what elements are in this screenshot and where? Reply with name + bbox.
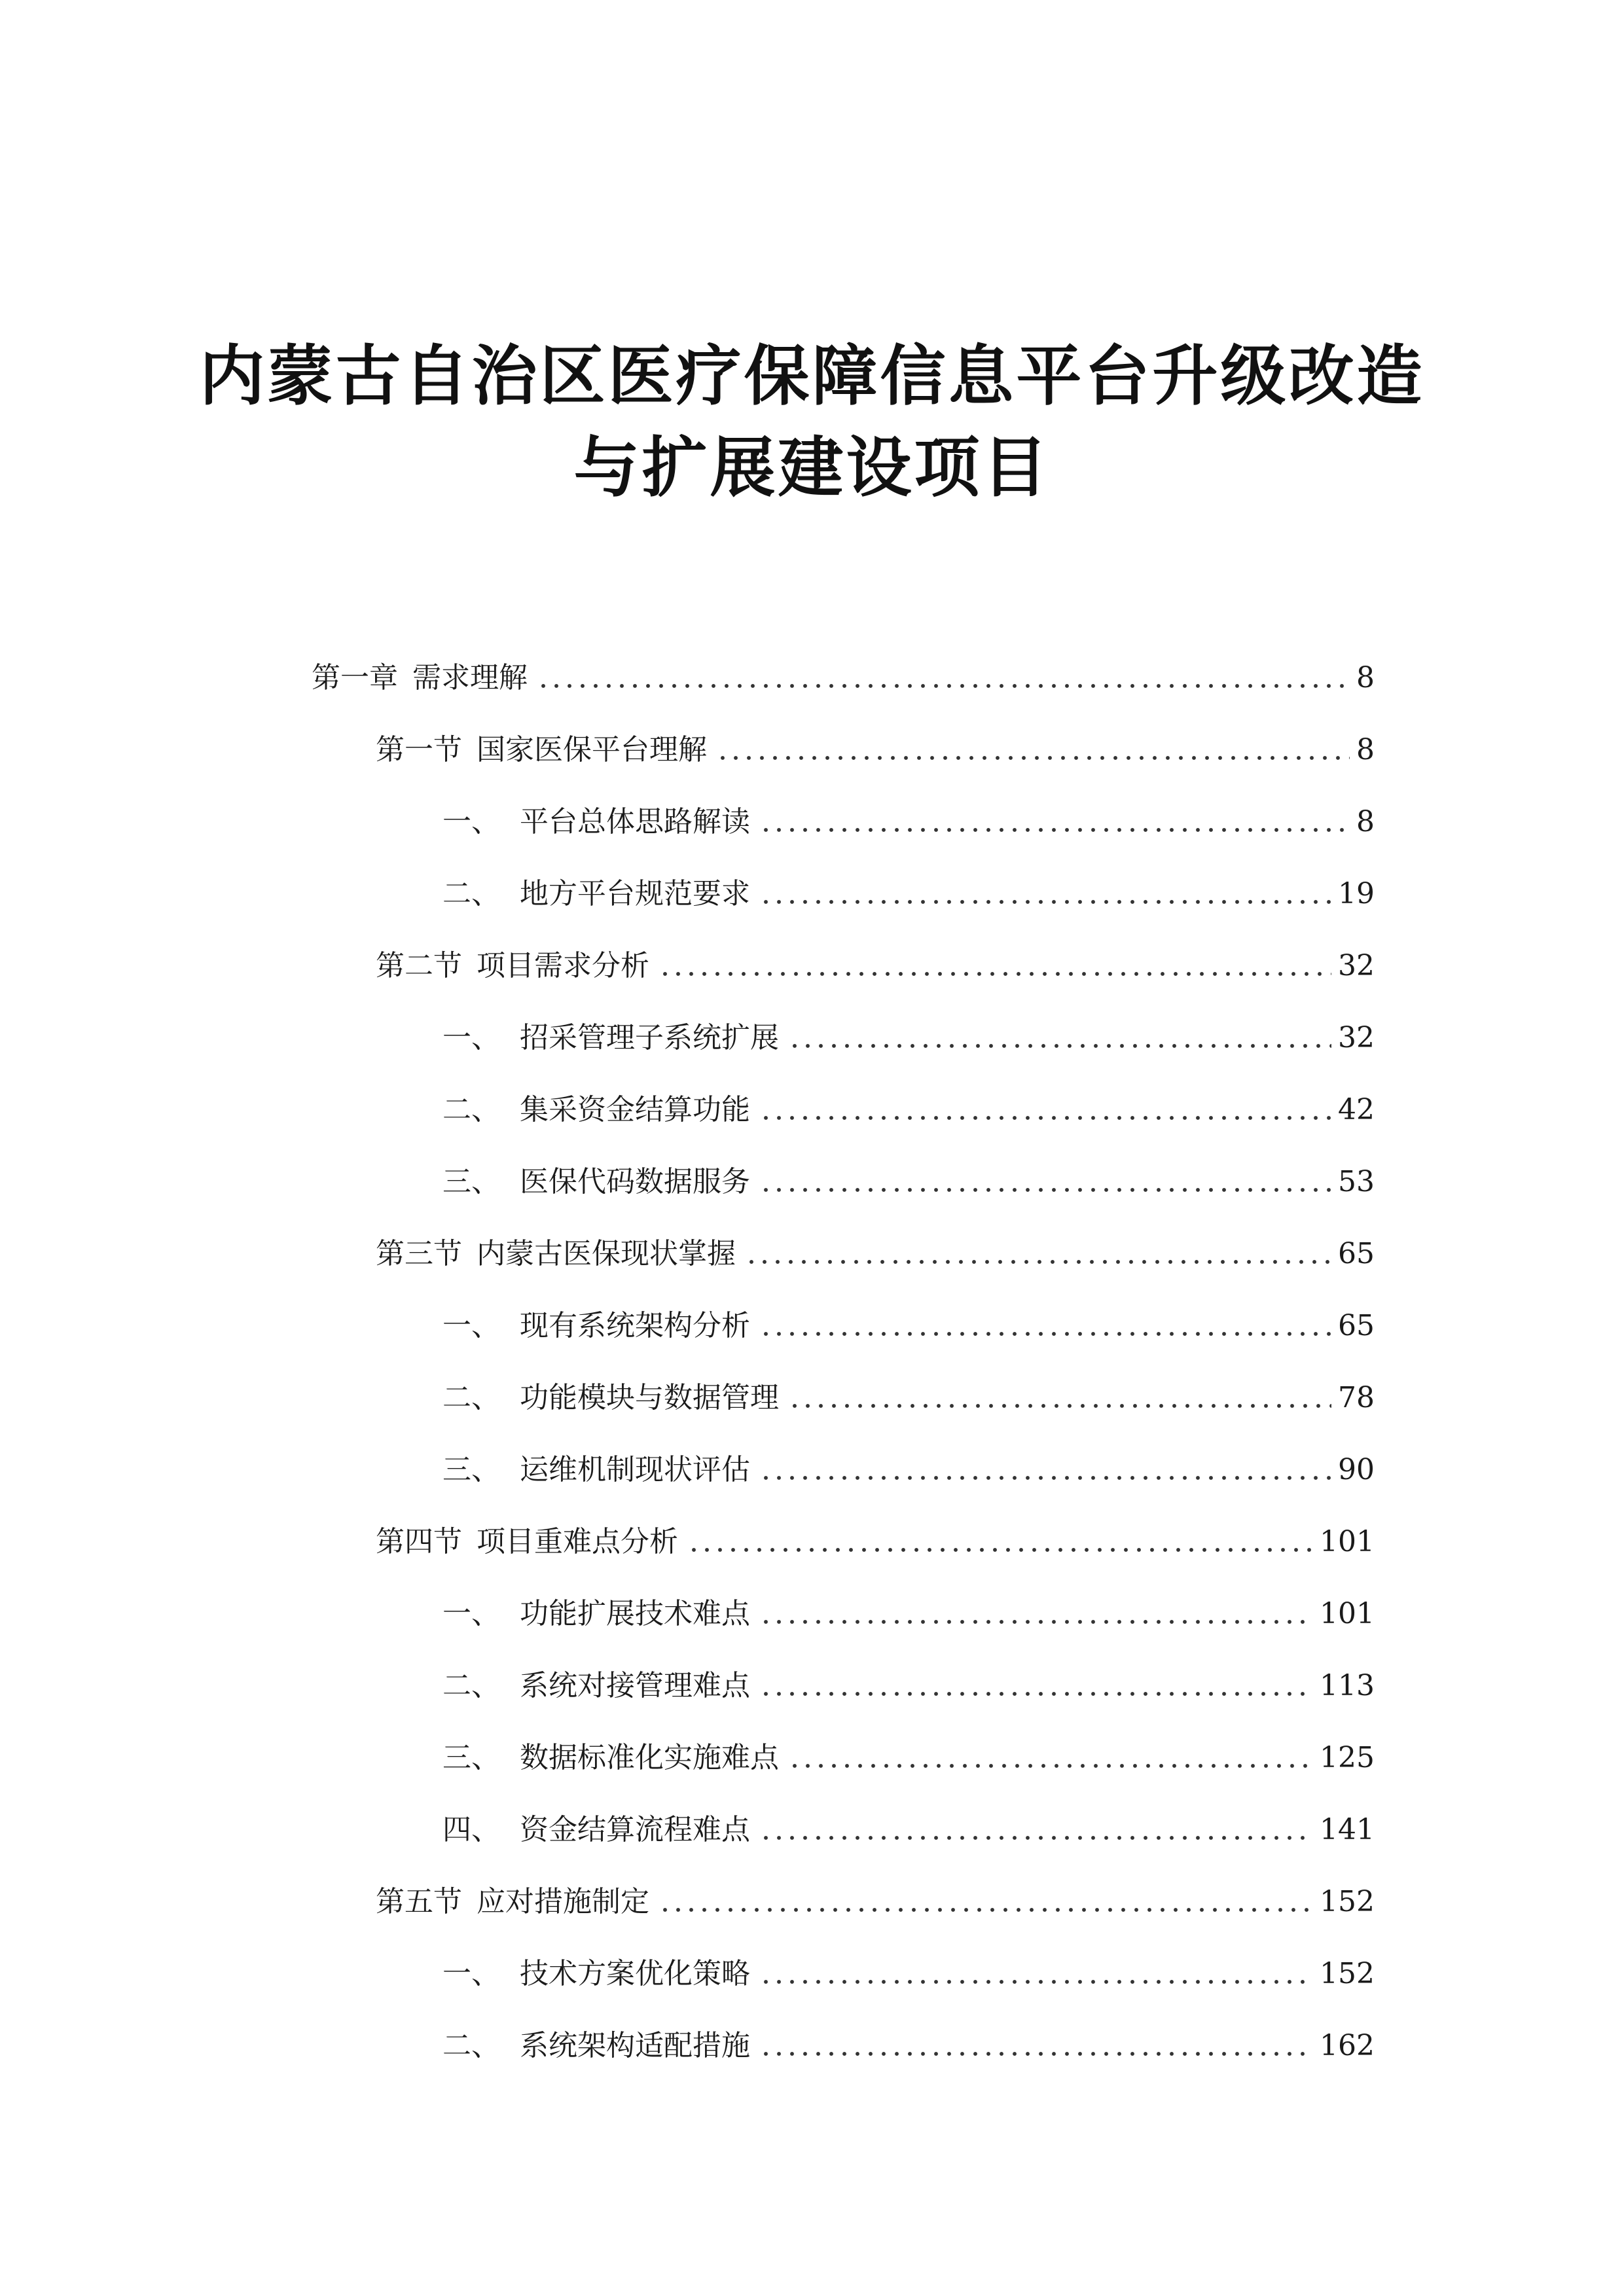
toc-entry[interactable] — [442, 1085, 1375, 1124]
toc-entry-number: 第五节 — [376, 1885, 462, 1918]
toc-entry[interactable] — [442, 1013, 1375, 1052]
toc-entry[interactable] — [442, 1805, 1375, 1844]
toc-entry-title: 集采资金结算功能 — [520, 1093, 750, 1126]
toc-page-number: 8 — [1356, 733, 1375, 766]
toc-dot-leader — [759, 1115, 1331, 1121]
toc-dot-leader — [759, 1979, 1313, 1984]
toc-page-number: 152 — [1320, 1957, 1375, 1990]
toc-entry-title: 国家医保平台理解 — [477, 733, 707, 766]
toc-entry-number: 三、 — [442, 1453, 500, 1486]
toc-entry[interactable] — [376, 941, 1375, 980]
toc-page-number: 32 — [1338, 1021, 1375, 1054]
document-title-line-2: 与扩展建设项目 — [573, 429, 1051, 506]
toc-dot-leader — [759, 1691, 1313, 1696]
toc-entry-number: 一、 — [442, 1597, 500, 1630]
toc-dot-leader — [759, 1475, 1331, 1480]
toc-entry-title: 平台总体思路解读 — [520, 805, 750, 838]
toc-entry[interactable] — [442, 869, 1375, 908]
toc-entry-title: 系统架构适配措施 — [520, 2029, 750, 2062]
toc-entry-title: 招采管理子系统扩展 — [520, 1021, 779, 1054]
toc-page-number: 19 — [1338, 877, 1375, 910]
toc-dot-leader — [759, 1187, 1331, 1193]
toc-entry-number: 第三节 — [376, 1237, 462, 1270]
toc-entry-title: 项目需求分析 — [477, 949, 649, 982]
toc-entry-title: 内蒙古医保现状掌握 — [477, 1237, 736, 1270]
toc-entry-number: 第四节 — [376, 1525, 462, 1558]
toc-dot-leader — [759, 899, 1331, 905]
toc-page-number: 78 — [1338, 1381, 1375, 1414]
toc-page-number: 101 — [1320, 1525, 1375, 1558]
toc-dot-leader — [759, 1835, 1313, 1840]
toc-entry[interactable] — [442, 1373, 1375, 1412]
toc-entry-number: 四、 — [442, 1813, 500, 1846]
toc-entry-number: 二、 — [442, 2029, 500, 2062]
toc-page-number: 8 — [1356, 661, 1375, 694]
toc-entry[interactable] — [442, 1949, 1375, 1988]
toc-page-number: 32 — [1338, 949, 1375, 982]
toc-entry[interactable] — [442, 1661, 1375, 1700]
toc-entry-number: 三、 — [442, 1165, 500, 1198]
toc-dot-leader — [687, 1547, 1313, 1552]
toc-page-number: 65 — [1338, 1237, 1375, 1270]
toc-entry-number: 一、 — [442, 1309, 500, 1342]
toc-entry[interactable] — [442, 2021, 1375, 2060]
toc-page-number: 8 — [1356, 805, 1375, 838]
toc-entry-title: 地方平台规范要求 — [520, 877, 750, 910]
toc-entry-title: 项目重难点分析 — [477, 1525, 678, 1558]
toc-entry-title: 资金结算流程难点 — [520, 1813, 750, 1846]
toc-dot-leader — [659, 971, 1331, 977]
toc-entry-number: 第一章 — [312, 661, 398, 694]
toc-entry-number: 二、 — [442, 1669, 500, 1702]
toc-entry-number: 二、 — [442, 1093, 500, 1126]
toc-entry[interactable] — [376, 1517, 1375, 1556]
toc-page-number: 90 — [1338, 1453, 1375, 1486]
toc-entry-title: 技术方案优化策略 — [520, 1957, 750, 1990]
toc-page-number: 65 — [1338, 1309, 1375, 1342]
toc-page-number: 42 — [1338, 1093, 1375, 1126]
toc-entry-title: 系统对接管理难点 — [520, 1669, 750, 1702]
toc-page-number: 125 — [1320, 1741, 1375, 1774]
toc-dot-leader — [537, 683, 1350, 689]
toc-dot-leader — [659, 1907, 1313, 1912]
toc-page-number: 152 — [1320, 1885, 1375, 1918]
toc-page-number: 162 — [1320, 2029, 1375, 2062]
toc-entry[interactable] — [442, 1301, 1375, 1340]
toc-entry-title: 应对措施制定 — [477, 1885, 649, 1918]
toc-entry-number: 二、 — [442, 1381, 500, 1414]
toc-entry-title: 功能扩展技术难点 — [520, 1597, 750, 1630]
toc-entry-title: 数据标准化实施难点 — [520, 1741, 779, 1774]
toc-page-number: 101 — [1320, 1597, 1375, 1630]
toc-dot-leader — [759, 1619, 1313, 1624]
toc-entry[interactable] — [442, 1157, 1375, 1196]
toc-entry[interactable] — [442, 1589, 1375, 1628]
toc-page-number: 113 — [1320, 1669, 1375, 1702]
toc-entry-number: 一、 — [442, 1957, 500, 1990]
toc-entry[interactable] — [376, 725, 1375, 764]
toc-dot-leader — [759, 827, 1350, 833]
toc-page-number: 141 — [1320, 1813, 1375, 1846]
toc-entry-number: 第一节 — [376, 733, 462, 766]
toc-entry-number: 一、 — [442, 1021, 500, 1054]
toc-entry-number: 第二节 — [376, 949, 462, 982]
toc-entry-number: 一、 — [442, 805, 500, 838]
toc-entry-title: 需求理解 — [412, 661, 528, 694]
toc-dot-leader — [759, 2051, 1313, 2056]
toc-page-number: 53 — [1338, 1165, 1375, 1198]
toc-entry-title: 功能模块与数据管理 — [520, 1381, 779, 1414]
toc-entry[interactable] — [442, 1733, 1375, 1772]
toc-entry[interactable] — [376, 1877, 1375, 1916]
document-title-line-1: 内蒙古自治区医疗保障信息平台升级改造 — [199, 338, 1425, 414]
toc-dot-leader — [716, 755, 1350, 761]
toc-entry[interactable] — [442, 797, 1375, 836]
toc-entry-number: 二、 — [442, 877, 500, 910]
toc-entry[interactable] — [442, 1445, 1375, 1484]
toc-entry[interactable] — [312, 653, 1375, 692]
toc-entry-title: 运维机制现状评估 — [520, 1453, 750, 1486]
toc-entry-number: 三、 — [442, 1741, 500, 1774]
toc-dot-leader — [788, 1763, 1313, 1768]
toc-dot-leader — [759, 1331, 1331, 1336]
toc-dot-leader — [745, 1259, 1331, 1265]
toc-entry[interactable] — [376, 1229, 1375, 1268]
toc-dot-leader — [788, 1043, 1331, 1049]
toc-entry-title: 现有系统架构分析 — [520, 1309, 750, 1342]
toc-entry-title: 医保代码数据服务 — [520, 1165, 750, 1198]
toc-dot-leader — [788, 1403, 1331, 1408]
